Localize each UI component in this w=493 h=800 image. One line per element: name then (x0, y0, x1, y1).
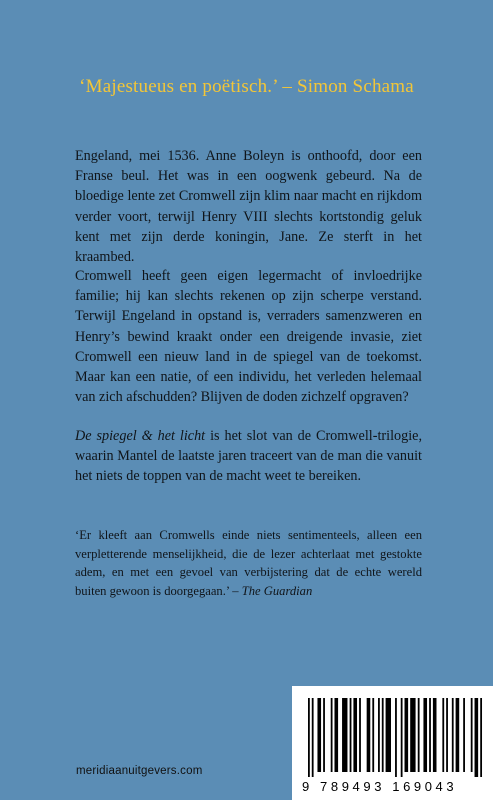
barcode-bar (471, 698, 473, 772)
barcode-bar (405, 698, 409, 772)
review-source: The Guardian (241, 583, 313, 598)
barcode-bar (452, 698, 454, 772)
review-quote (75, 526, 422, 600)
book-title: De spiegel & het licht (75, 428, 206, 444)
barcode-bar (410, 698, 415, 772)
barcode-bar (418, 698, 420, 772)
barcode-bar (372, 698, 374, 772)
barcode-bar (475, 698, 479, 777)
barcode-bar (342, 698, 347, 772)
barcode-bar (334, 698, 338, 772)
blurb-paragraph-1: Engeland, mei 1536. Anne Boleyn is onthoofd, door een Franse beul. Het was in een oogwenk gebeurd. Na de bloedige lente zet Cromwell zijn klim naar macht en rijkdom verder voort, terwijl Henry VIII slechts kortstondig geluk kent met zijn derde koningin, Jane. Ze sterft in het kraambed. (75, 148, 422, 266)
barcode-bar (386, 698, 391, 772)
barcode-bar (378, 698, 380, 772)
closing-text: is het slot van de Cromwell-trilogie, waarin Mantel de laatste jaren traceert van de man die vanuit het niets de toppen van de macht weet te bereiken. (75, 428, 422, 485)
review-text: ‘Er kleeft aan Cromwells einde niets sentimenteels, alleen een verpletterende menselijkheid, die de lezer achterlaat met gestokte adem, en met een gevoel van verbijstering dat de echte wereld buiten gewoon is doorgegaan.’ – (75, 528, 422, 598)
header-quote: ‘Majestueus en poëtisch.’ – Simon Schama (79, 76, 414, 97)
barcode-bar (350, 698, 352, 772)
barcode-bar (456, 698, 460, 772)
barcode-bar (308, 698, 310, 777)
publisher-url[interactable]: meridiaanuitgevers.com (76, 765, 203, 777)
barcode-bar (442, 698, 444, 772)
barcode-bar (353, 698, 357, 772)
barcode (292, 686, 493, 800)
barcode-bar (446, 698, 448, 772)
isbn-number: 9 789493 169043 (302, 779, 458, 794)
blurb-paragraph-3 (75, 426, 422, 487)
barcode-bar (395, 698, 397, 777)
barcode-bar (367, 698, 371, 772)
barcode-bar (433, 698, 437, 772)
barcode-bar (331, 698, 333, 772)
barcode-bars (308, 698, 484, 777)
barcode-bar (382, 698, 384, 772)
barcode-bar (480, 698, 482, 777)
barcode-bar (312, 698, 314, 777)
barcode-bar (401, 698, 403, 777)
barcode-bar (463, 698, 465, 772)
barcode-bar (359, 698, 361, 772)
barcode-bar (423, 698, 427, 772)
barcode-bar (317, 698, 321, 772)
blurb-paragraph-2: Cromwell heeft geen eigen legermacht of invloedrijke familie; hij kan slechts rekenen op zijn scherpe verstand. Terwijl Engeland in opstand is, verraders samenzweren en Henry’s bewind kraakt onder een dreigende invasie, ziet Cromwell een nieuw land in de spiegel van de toekomst. Maar kan een natie, of een individu, het verleden helemaal van zich afschudden? Blijven de doden zichzelf opgraven? (75, 268, 422, 406)
barcode-bar (429, 698, 431, 772)
barcode-bar (323, 698, 325, 772)
